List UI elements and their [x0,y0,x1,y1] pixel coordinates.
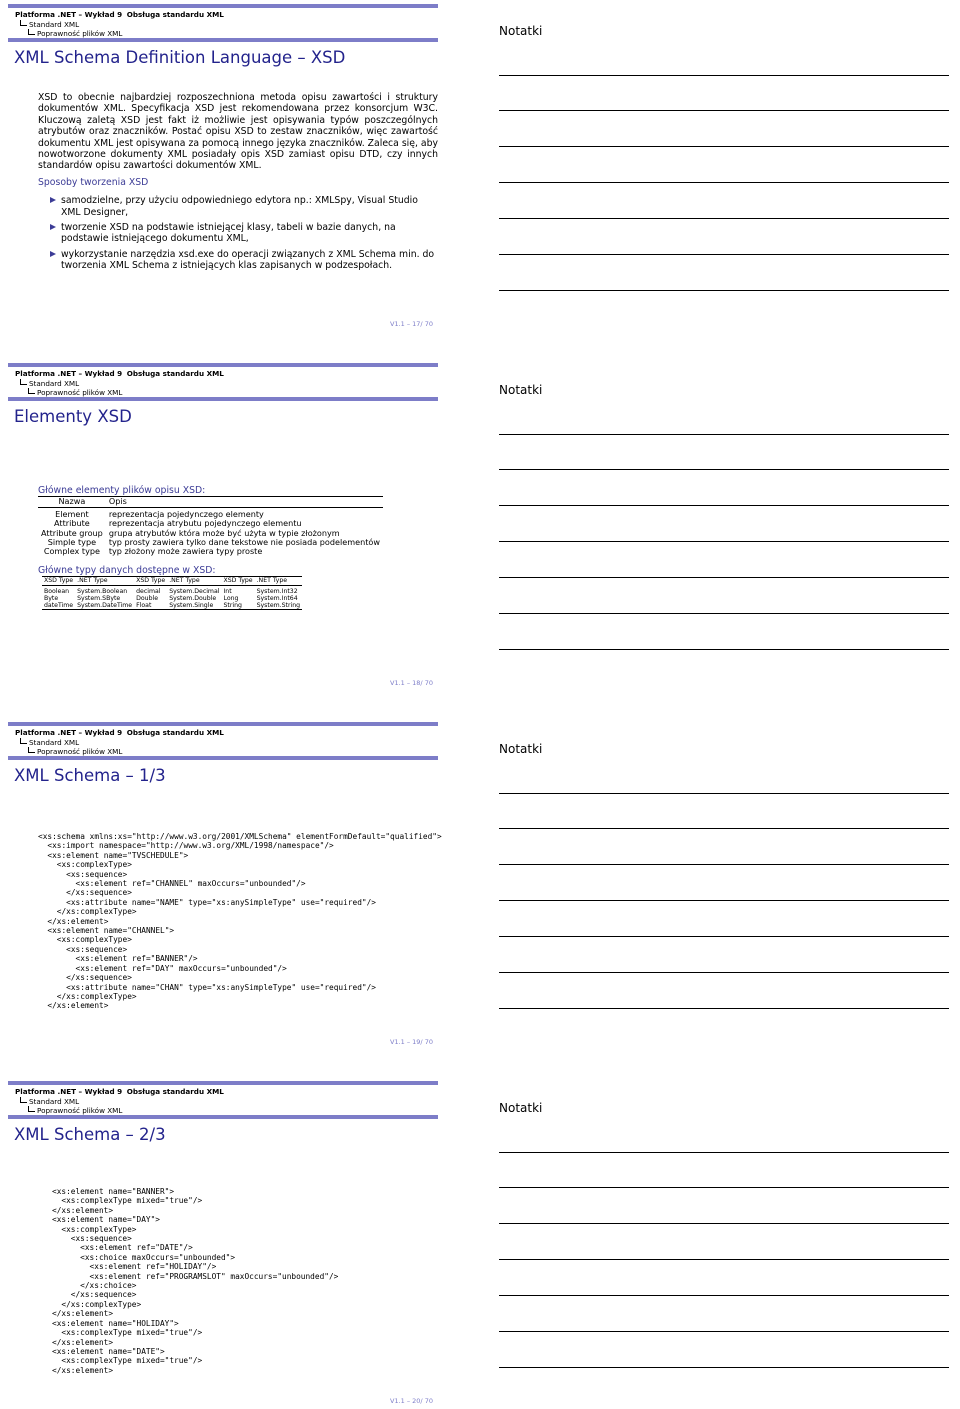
note-line [499,864,949,865]
list-item: wykorzystanie narzędzia xsd.exe do operacji związanych z XML Schema min. do tworzenia XML Schema z istniejących klas zapisanych w podzespołach. [38,249,438,272]
breadcrumb-subsection[interactable]: Poprawność plików XML [37,747,123,757]
breadcrumb-section[interactable]: Standard XML [29,19,80,29]
table-cell: System.Int32 [256,587,298,595]
breadcrumb-lecture[interactable]: Platforma .NET – Wykład 9 [15,369,123,378]
breadcrumb-subsection[interactable]: Poprawność plików XML [37,29,123,39]
column-header: XSD Type [223,577,253,585]
breadcrumb-section[interactable]: Standard XML [29,378,80,388]
table-cell: System.Double [169,594,217,602]
notes-label: Notatki [499,383,543,397]
table-cell: Attribute [54,518,90,529]
column-header: Opis [106,497,383,507]
column-header: .NET Type [75,577,134,585]
breadcrumb [15,728,224,757]
table-cell: Complex type [43,546,100,557]
note-line [499,1223,949,1224]
table-cell: reprezentacja atrybutu pojedynczego elementu [108,518,302,529]
breadcrumb [15,369,224,398]
note-line [499,1152,949,1153]
table-header-row [38,497,383,507]
tree-elbow-icon [28,1106,35,1112]
column-header: XSD Type [136,577,166,585]
slide-content [38,92,438,276]
table-cell: reprezentacja pojedynczego elementy [108,508,264,519]
table-row [42,595,302,602]
breadcrumb-topic[interactable]: Obsługa standardu XML [126,369,224,378]
slide-17 [0,0,960,352]
note-line [499,1295,949,1296]
table-cell: Int [223,587,232,595]
table-cell: String [221,602,254,610]
breadcrumb-section[interactable]: Standard XML [29,737,80,747]
column-header: .NET Type [255,577,303,585]
note-line [499,290,949,291]
notes-label: Notatki [499,24,543,38]
table-cell: Boolean [44,587,70,595]
note-line [499,936,949,937]
table-cell: Float [134,602,167,610]
notes-label: Notatki [499,742,543,756]
slide-title: XML Schema – 1/3 [14,766,166,785]
table-cell: System.Boolean [77,587,128,595]
intro-paragraph: XSD to obecnie najbardziej rozposzechniona metoda opisu zawartości i struktury dokumentów XML. Specyfikacja XSD jest rekomendowana przez konsorcjum W3C. Kluczową zaletą XSD jest fakt iż możliwie jest opisywania typów poszczególnych atrybutów oraz znaczników. Postać opisu XSD to zestaw znaczników, więc zawartość dokumentu XML jest opisywana za pomocą innego języka znaczników. Zaleca się, aby nowotworzone dokumenty XML posiadały opis XSD zamiast opisu DTD, czy innych standardów opisu zawartości dokumentów XML. [38,92,438,172]
table-cell: typ prosty zawiera tylko dane tekstowe nie posiada podelementów [108,537,380,548]
tree-elbow-icon [28,747,35,753]
table-header-row [42,577,302,585]
slide-footer: V1.1 – 19/ 70 [390,1038,433,1046]
note-line [499,972,949,973]
tree-elbow-icon [20,1097,27,1103]
types-table [42,576,302,610]
note-line [499,649,949,650]
tree-elbow-icon [28,29,35,35]
note-line [499,75,949,76]
note-line [499,793,949,794]
bullet-triangle-icon [50,224,56,230]
note-line [499,182,949,183]
slide-title: Elementy XSD [14,407,132,426]
tree-elbow-icon [28,388,35,394]
header-bar [8,4,438,8]
table-cell: System.Decimal [169,587,220,595]
slide-20 [0,1077,960,1409]
table-cell: System.SByte [77,594,121,602]
breadcrumb [15,10,224,39]
note-line [499,613,949,614]
column-header: XSD Type [44,577,74,585]
slide-frame [8,722,442,1062]
note-line [499,110,949,111]
table-cell: Attribute group [41,527,103,538]
column-header: Nazwa [38,497,106,507]
note-line [499,1367,949,1368]
note-line [499,1331,949,1332]
table-cell: Long [223,594,239,602]
column-header: .NET Type [167,577,221,585]
slide-19 [0,718,960,1070]
table-row [38,547,383,556]
header-bar-bottom [8,397,438,401]
code-listing: <xs:schema xmlns:xs="http://www.w3.org/2001/XMLSchema" elementFormDefault="qualified"> <xs:import namespace="http://www.w3.org/XML/1998/namespace"/> <xs:element name="TVSCHEDULE"> <xs:complexType> <xs:sequence> <xs:element ref="CHANNEL" maxOccurs="unbounded"/> </xs:sequence> <xs:attribute name="NAME" type="xs:anySimpleType" use="required"/> </xs:complexType> </xs:element> <xs:element name="CHANNEL"> <xs:complexType> <xs:sequence> <xs:element ref="BANNER"/> <xs:element ref="DAY" maxOccurs="unbounded"/> </xs:sequence> <xs:attribute name="CHAN" type="xs:anySimpleType" use="required"/> </xs:complexType> </xs:element> [38,832,442,1011]
table-cell: grupa atrybutów która może być użyta w typie złożonym [108,527,340,538]
slide-title: XML Schema Definition Language – XSD [14,48,346,67]
breadcrumb [15,1087,224,1116]
section-heading: Sposoby tworzenia XSD [38,176,149,188]
note-line [499,541,949,542]
note-line [499,1259,949,1260]
notes-label: Notatki [499,1101,543,1115]
breadcrumb-topic[interactable]: Obsługa standardu XML [126,10,224,19]
slide-18 [0,359,960,711]
slide-title: XML Schema – 2/3 [14,1125,166,1144]
note-line [499,505,949,506]
note-line [499,577,949,578]
note-line [499,218,949,219]
table-cell: Element [55,508,89,519]
breadcrumb-section[interactable]: Standard XML [29,1096,80,1106]
table-cell: dateTime [44,602,74,610]
table-cell: Double [136,594,159,602]
breadcrumb-lecture[interactable]: Platforma .NET – Wykład 9 [15,10,123,19]
table-cell: Simple type [47,537,97,548]
list-item: tworzenie XSD na podstawie istniejącej klasy, tabeli w bazie danych, na podstawie istniejącego dokumentu XML, [38,222,438,245]
slide-footer: V1.1 – 18/ 70 [390,679,433,687]
table-cell: System.Int64 [256,594,298,602]
note-line [499,1008,949,1009]
bullet-triangle-icon [50,197,56,203]
note-line [499,828,949,829]
header-bar-bottom [8,38,438,42]
table-row [42,602,302,610]
bullet-list [38,195,438,271]
header-bar [8,1081,438,1085]
note-line [499,254,949,255]
table-cell: typ złożony może zawiera typy proste [108,546,263,557]
elements-table [38,496,383,556]
slide-frame [8,4,438,344]
header-bar-bottom [8,756,438,760]
breadcrumb-topic[interactable]: Obsługa standardu XML [126,728,224,737]
breadcrumb-topic[interactable]: Obsługa standardu XML [126,1087,224,1096]
tree-elbow-icon [20,379,27,385]
bullet-triangle-icon [50,251,56,257]
breadcrumb-subsection[interactable]: Poprawność plików XML [37,1106,123,1116]
tree-elbow-icon [20,738,27,744]
table-cell: System.Single [167,602,221,610]
section-heading: Główne elementy plików opisu XSD: [38,485,206,496]
tree-elbow-icon [20,20,27,26]
note-line [499,434,949,435]
slide-frame [8,1081,438,1409]
slide-footer: V1.1 – 20/ 70 [390,1397,433,1405]
note-line [499,469,949,470]
code-listing: <xs:element name="BANNER"> <xs:complexType mixed="true"/> </xs:element> <xs:element name="DAY"> <xs:complexType> <xs:sequence> <xs:element ref="DATE"/> <xs:choice maxOccurs="unbounded"> <xs:element ref="HOLIDAY"/> <xs:element ref="PROGRAMSLOT" maxOccurs="unbounded"/> </xs:choice> </xs:sequence> </xs:complexType> </xs:element> <xs:element name="HOLIDAY"> <xs:complexType mixed="true"/> </xs:element> <xs:element name="DATE"> <xs:complexType mixed="true"/> </xs:element> [52,1187,339,1375]
table-cell: Byte [44,594,59,602]
section-heading: Główne typy danych dostępne w XSD: [38,564,216,576]
table-row [42,585,302,595]
table-cell: System.DateTime [77,602,133,610]
slide-frame [8,363,438,703]
breadcrumb-lecture[interactable]: Platforma .NET – Wykład 9 [15,1087,123,1096]
note-line [499,146,949,147]
slide-content [38,485,438,610]
breadcrumb-subsection[interactable]: Poprawność plików XML [37,388,123,398]
table-cell: decimal [136,587,161,595]
note-line [499,1187,949,1188]
note-line [499,900,949,901]
breadcrumb-lecture[interactable]: Platforma .NET – Wykład 9 [15,728,123,737]
slide-footer: V1.1 – 17/ 70 [390,320,433,328]
header-bar [8,722,438,726]
list-item: samodzielne, przy użyciu odpowiedniego edytora np.: XMLSpy, Visual Studio XML Designer, [38,195,438,218]
header-bar [8,363,438,367]
header-bar-bottom [8,1115,438,1119]
table-cell: System.String [256,602,301,610]
